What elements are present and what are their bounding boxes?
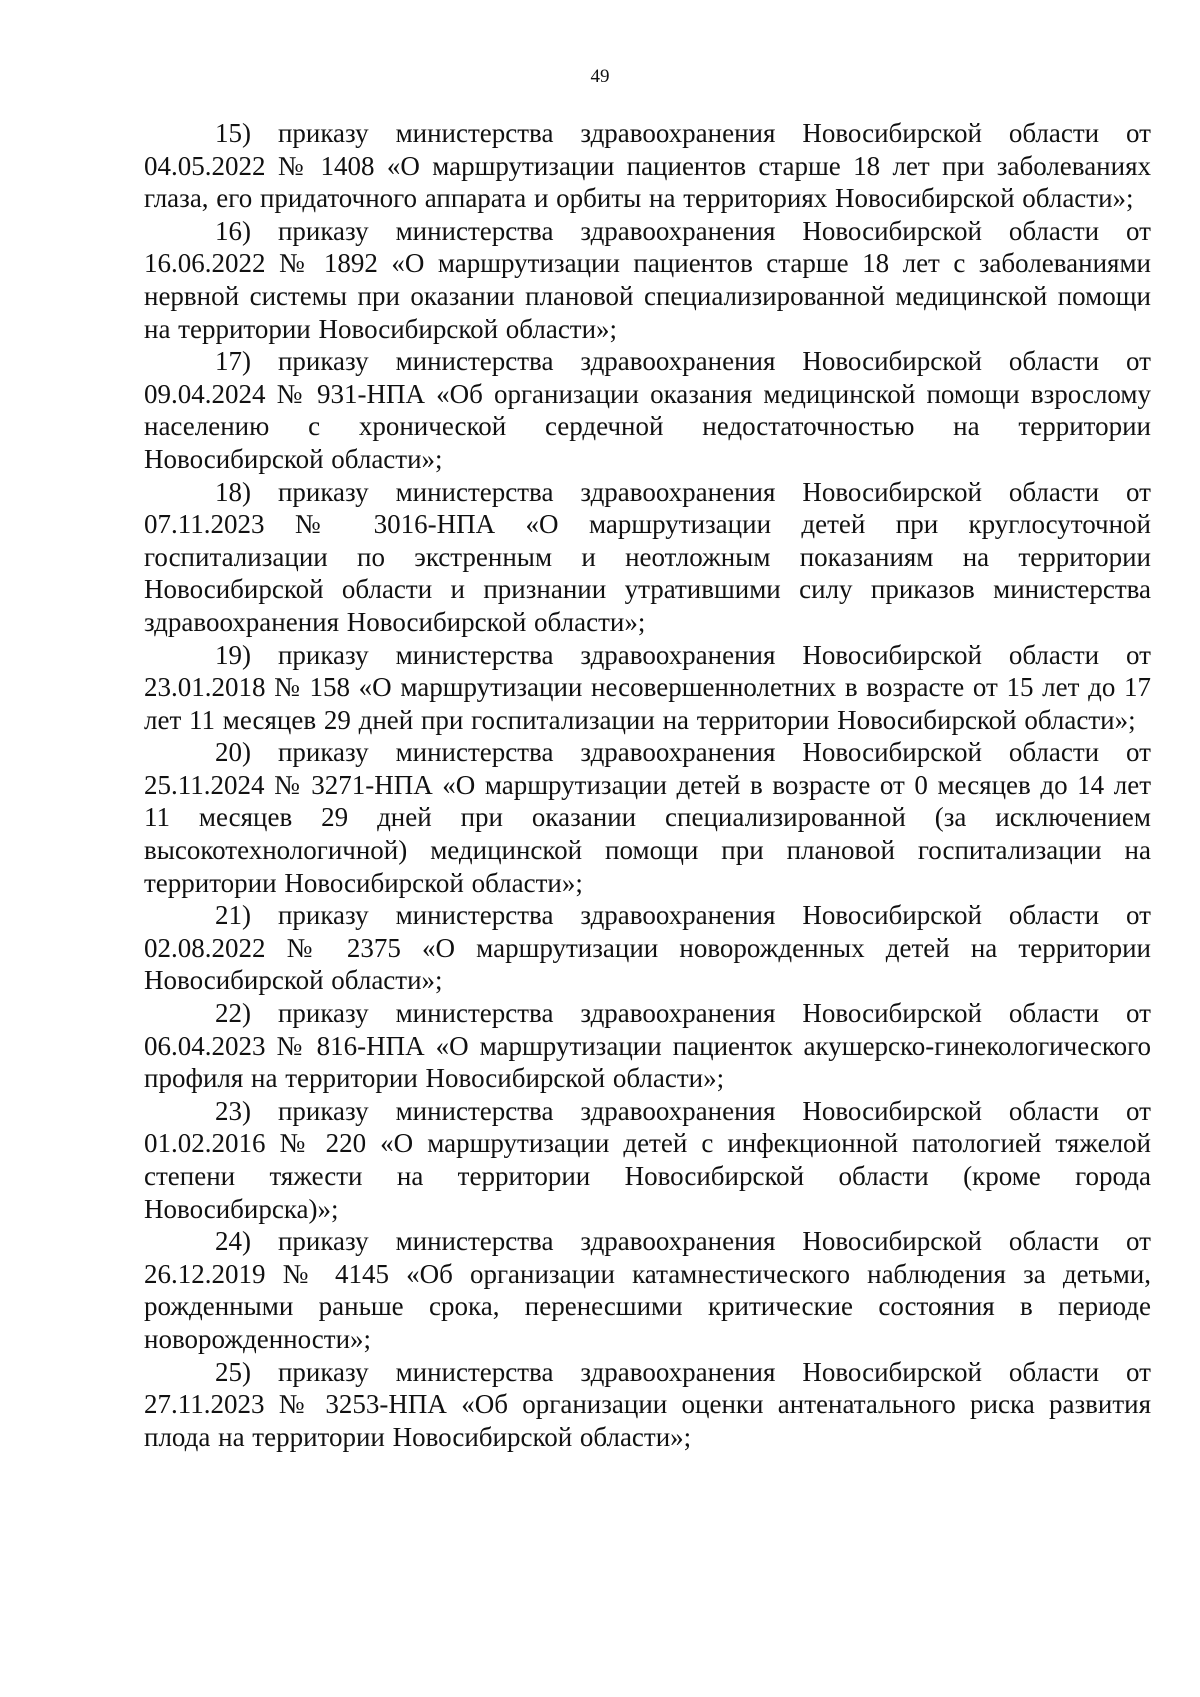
list-item-24: 24) приказу министерства здравоохранения Новосибирской области от 26.12.2019 № 4145 «Об организации катамнестического наблюдения за детьми, рожденными раньше срока, перенесшими критические состояния в периоде новорожденности»; xyxy=(144,1226,1151,1354)
list-item-20: 20) приказу министерства здравоохранения Новосибирской области от 25.11.2024 № 3271-НПА «О маршрутизации детей в возрасте от 0 месяцев до 14 лет 11 месяцев 29 дней при оказании специализированной (за исключением высокотехнологичной) медицинской помощи при плановой госпитализации на территории Новосибирской области»; xyxy=(144,737,1151,898)
list-item-23: 23) приказу министерства здравоохранения Новосибирской области от 01.02.2016 № 220 «О маршрутизации детей с инфекционной патологией тяжелой степени тяжести на территории Новосибирской области (кроме города Новосибирска)»; xyxy=(144,1095,1151,1224)
list-item-18: 18) приказу министерства здравоохранения Новосибирской области от 07.11.2023 № 3016-НПА «О маршрутизации детей при круглосуточной госпитализации по экстренным и неотложным показаниям на территории Новосибирской области и признании утратившими силу приказов министерства здравоохранения Новосибирской области»; xyxy=(144,476,1151,637)
list-item-17: 17) приказу министерства здравоохранения Новосибирской области от 09.04.2024 № 931-НПА «Об организации оказания медицинской помощи взрослому населению с хронической сердечной недостаточностью на территории Новосибирской области»; xyxy=(144,346,1151,474)
list-item-25: 25) приказу министерства здравоохранения Новосибирской области от 27.11.2023 № 3253-НПА «Об организации оценки антенатального риска развития плода на территории Новосибирской области»; xyxy=(144,1356,1151,1452)
document-body xyxy=(144,117,1151,1453)
page-number: 49 xyxy=(590,66,610,87)
list-item-16: 16) приказу министерства здравоохранения Новосибирской области от 16.06.2022 № 1892 «О маршрутизации пациентов старше 18 лет с заболеваниями нервной системы при оказании плановой специализированной медицинской помощи на территории Новосибирской области»; xyxy=(144,215,1151,344)
list-item-15: 15) приказу министерства здравоохранения Новосибирской области от 04.05.2022 № 1408 «О маршрутизации пациентов старше 18 лет при заболеваниях глаза, его придаточного аппарата и орбиты на территориях Новосибирской области»; xyxy=(144,118,1151,214)
list-item-21: 21) приказу министерства здравоохранения Новосибирской области от 02.08.2022 № 2375 «О маршрутизации новорожденных детей на территории Новосибирской области»; xyxy=(144,900,1151,996)
list-item-19: 19) приказу министерства здравоохранения Новосибирской области от 23.01.2018 № 158 «О маршрутизации несовершеннолетних в возрасте от 15 лет до 17 лет 11 месяцев 29 дней при госпитализации на территории Новосибирской области»; xyxy=(144,639,1151,735)
list-item-22: 22) приказу министерства здравоохранения Новосибирской области от 06.04.2023 № 816-НПА «О маршрутизации пациенток акушерско-гинекологического профиля на территории Новосибирской области»; xyxy=(144,998,1151,1094)
